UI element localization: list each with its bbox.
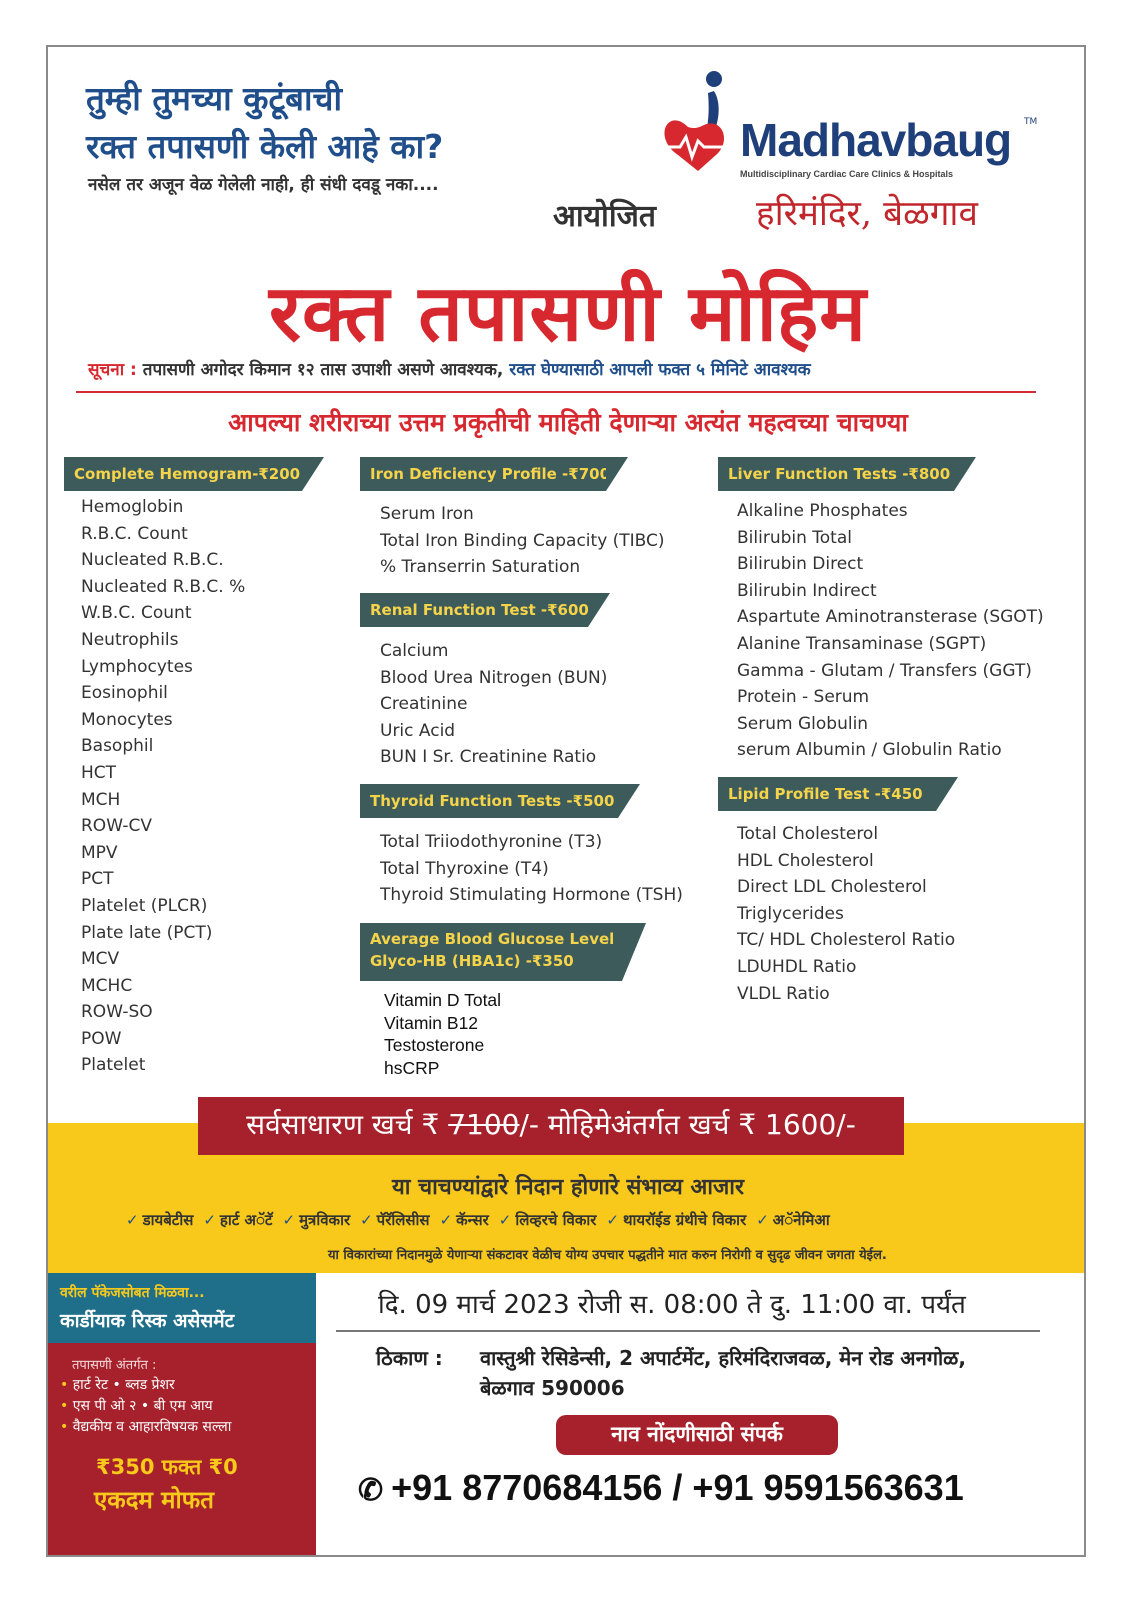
cost-banner	[198, 1097, 904, 1155]
disease-item	[499, 1211, 597, 1229]
disease-label: हार्ट अॅटॅ	[219, 1211, 273, 1229]
list-item: Platelet (PLCR)	[81, 895, 208, 916]
divider	[76, 391, 1036, 393]
list-item: Blood Urea Nitrogen (BUN)	[380, 667, 608, 688]
disease-label: कॅन्सर	[456, 1211, 489, 1229]
list-item: POW	[81, 1028, 122, 1049]
list-item: Aspartute Aminotransterase (SGOT)	[737, 607, 1044, 628]
registration-contact-label: नाव नोंदणीसाठी संपर्क	[556, 1415, 838, 1455]
package-glucose-title	[360, 923, 622, 981]
list-item: MCHC	[81, 975, 133, 996]
list-item: LDUHDL Ratio	[737, 956, 857, 977]
list-item: Serum Globulin	[737, 713, 869, 734]
disease-label: अॅनेमिआ	[772, 1211, 830, 1229]
list-item: Eosinophil	[81, 683, 168, 704]
check-icon: ✓	[126, 1211, 139, 1229]
brand-name: Madhavbaug	[740, 114, 1012, 166]
disease-item	[440, 1211, 489, 1229]
cost-prefix: सर्वसाधारण खर्च ₹	[246, 1108, 440, 1141]
package-thyroid-title: Thyroid Function Tests -₹500	[360, 784, 618, 818]
list-item: Triglycerides	[737, 903, 844, 924]
glucose-title-line-1: Average Blood Glucose Level	[370, 930, 615, 948]
package-liver-title: Liver Function Tests -₹800	[718, 457, 954, 491]
disease-item	[360, 1211, 429, 1229]
disease-heading: या चाचण्यांद्वारे निदान होणारे संभाव्य आजार	[392, 1175, 744, 1200]
check-icon: ✓	[439, 1211, 453, 1229]
disease-label: डायबेटीस	[142, 1211, 194, 1229]
disease-item	[606, 1211, 746, 1229]
package-iron-title: Iron Deficiency Profile -₹700	[360, 457, 606, 491]
list-item: Vitamin B12	[384, 1012, 479, 1033]
address-text: वास्तुश्री रेसिडेन्सी, 2 अपार्टमेंट, हरिमंदिराजवळ, मेन रोड अनगोळ, बेळगाव 590006	[480, 1346, 966, 1400]
phone-numbers: +91 8770684156 / +91 9591563631	[391, 1467, 964, 1508]
list-item: ROW-SO	[81, 1002, 153, 1023]
notice	[88, 357, 811, 380]
bonus-price: ₹350 फक्त ₹0	[96, 1455, 238, 1479]
list-item: Lymphocytes	[81, 656, 193, 677]
list-item: • एस पी ओ २ • बी एम आय	[60, 1396, 231, 1417]
iron-test-list	[380, 501, 665, 581]
thyroid-test-list	[380, 829, 683, 909]
list-item: • वैद्यकीय व आहारविषयक सल्ला	[60, 1417, 231, 1438]
heart-person-logo-icon	[658, 67, 748, 177]
disease-item	[203, 1211, 272, 1229]
hook-heading	[86, 75, 443, 171]
list-item: Calcium	[380, 641, 449, 661]
event-date: दि. 09 मार्च 2023 रोजी स. 08:00 ते दु. 11:00 वा. पर्यंत	[378, 1290, 966, 1320]
list-item: Total Triiodothyronine (T3)	[380, 832, 603, 852]
glucose-title-line-2: Glyco-HB (HBA1c) -₹350	[370, 952, 574, 970]
regular-cost: 7100	[448, 1108, 520, 1141]
list-item: hsCRP	[384, 1057, 440, 1078]
disease-label: थायरॉईड ग्रंथीचे विकार	[622, 1211, 747, 1229]
bonus-includes-label: तपासणी अंतर्गत :	[72, 1358, 157, 1373]
package-lipid-title: Lipid Profile Test -₹450	[718, 777, 936, 811]
brand-tagline: Multidisciplinary Cardiac Care Clinics & Hospitals	[740, 169, 954, 179]
location: हरिमंदिर, बेळगाव	[756, 194, 978, 234]
list-item: MPV	[81, 842, 118, 863]
disease-item	[283, 1211, 351, 1229]
disease-label: पॅरॅलिसीस	[376, 1211, 430, 1229]
list-item: Platelet	[81, 1055, 146, 1076]
list-item: ROW-CV	[81, 816, 152, 837]
brand-tm: TM	[1024, 117, 1038, 127]
disease-label: लिव्हरचे विकार	[515, 1211, 597, 1229]
disease-item	[126, 1211, 193, 1229]
madhavbaug-logo	[658, 67, 1058, 197]
list-item: MCH	[81, 789, 121, 810]
bonus-header	[48, 1273, 316, 1343]
package-renal-title: Renal Function Test -₹600	[360, 593, 588, 627]
tests-subheading: आपल्या शरीराच्या उत्तम प्रकृतीची माहिती देणाऱ्या अत्यंत महत्वच्या चाचण्या	[228, 408, 908, 437]
list-item: Direct LDL Cholesterol	[737, 877, 927, 898]
package-hemogram-title: Complete Hemogram-₹200	[64, 457, 302, 491]
organized-label: आयोजित	[553, 199, 656, 234]
check-icon: ✓	[756, 1211, 769, 1229]
poster	[46, 45, 1086, 1557]
list-item: PCT	[81, 869, 114, 890]
lipid-test-list	[737, 821, 955, 1007]
notice-label: सूचना :	[88, 360, 137, 380]
disease-note: या विकारांच्या निदानमुळे येणाऱ्या संकटावर वेळीच योग्य उपचार पद्धतीने मात करुन निरोगी व सुदृढ जीवन जगता येईल.	[328, 1248, 887, 1263]
bonus-line-1: वरील पॅकेजसोबत मिळवा...	[60, 1285, 205, 1301]
address-label: ठिकाण :	[376, 1346, 443, 1370]
hook-line-1: तुम्ही तुमच्या कुटूंबाची	[86, 79, 342, 118]
list-item: Plate late (PCT)	[81, 922, 213, 943]
list-item: Total Thyroxine (T4)	[380, 858, 549, 879]
campaign-cost: /- मोहिमेअंतर्गत खर्च ₹ 1600/-	[519, 1108, 856, 1141]
hook-subtext: नसेल तर अजून वेळ गेलेली नाही, ही संधी दवडू नका....	[88, 175, 439, 195]
list-item: Nucleated R.B.C. %	[81, 576, 246, 597]
disease-item	[756, 1211, 829, 1229]
list-item: serum Albumin / Globulin Ratio	[737, 740, 1002, 761]
list-item: Protein - Serum	[737, 687, 870, 708]
bonus-includes-list	[60, 1375, 231, 1438]
bonus-details	[48, 1343, 316, 1557]
hemogram-test-list	[81, 494, 245, 1079]
renal-test-list	[380, 638, 607, 771]
list-item: Gamma - Glutam / Transfers (GGT)	[737, 660, 1032, 681]
disease-label: मुत्रविकार	[299, 1211, 351, 1229]
list-item: Hemoglobin	[81, 497, 184, 517]
list-item: Serum Iron	[380, 504, 474, 524]
list-item: HCT	[81, 762, 117, 783]
list-item: Vitamin D Total	[384, 990, 502, 1010]
phone-icon: ✆	[358, 1474, 384, 1507]
event-address	[376, 1343, 1036, 1403]
list-item: Alanine Transaminase (SGPT)	[737, 633, 987, 654]
list-item: Alkaline Phosphates	[737, 501, 908, 521]
list-item: Bilirubin Indirect	[737, 580, 877, 601]
liver-test-list	[737, 498, 1044, 764]
disease-list	[126, 1210, 1066, 1230]
list-item: MCV	[81, 949, 120, 970]
bonus-free-label: एकदम मोफत	[94, 1486, 214, 1514]
list-item: VLDL Ratio	[737, 983, 830, 1004]
main-title: रक्त तपासणी मोहिम	[269, 269, 867, 359]
list-item: Total Cholesterol	[737, 824, 879, 844]
list-item: Uric Acid	[380, 720, 456, 741]
list-item: Basophil	[81, 736, 154, 757]
hook-line-2: रक्त तपासणी केली आहे का?	[86, 127, 444, 166]
bonus-line-2: कार्डीयाक रिस्क असेसमेंट	[60, 1310, 235, 1332]
check-icon: ✓	[360, 1211, 373, 1229]
check-icon: ✓	[606, 1211, 619, 1229]
list-item: Bilirubin Direct	[737, 554, 864, 575]
check-icon: ✓	[203, 1211, 216, 1229]
list-item: Bilirubin Total	[737, 527, 852, 548]
check-icon: ✓	[498, 1211, 512, 1229]
list-item: • हार्ट रेट • ब्लड प्रेशर	[60, 1375, 231, 1396]
list-item: TC/ HDL Cholesterol Ratio	[737, 930, 956, 951]
event-divider	[336, 1330, 1040, 1332]
notice-fasting: तपासणी अगोदर किमान १२ तास उपाशी असणे आवश्यक,	[142, 360, 504, 380]
list-item: % Transerrin Saturation	[380, 557, 581, 578]
list-item: W.B.C. Count	[81, 603, 192, 624]
contact-phones	[358, 1467, 964, 1509]
glucose-extra-test-list	[384, 989, 501, 1079]
list-item: BUN I Sr. Creatinine Ratio	[380, 747, 597, 768]
list-item: Creatinine	[380, 694, 468, 715]
list-item: Testosterone	[384, 1035, 485, 1055]
list-item: Nucleated R.B.C.	[81, 550, 224, 571]
list-item: Total Iron Binding Capacity (TIBC)	[380, 530, 665, 551]
notice-duration: रक्त घेण्यासाठी आपली फक्त ५ मिनिटे आवश्यक	[509, 360, 811, 380]
check-icon: ✓	[282, 1211, 296, 1229]
list-item: Monocytes	[81, 709, 173, 730]
list-item: HDL Cholesterol	[737, 850, 874, 871]
list-item: Thyroid Stimulating Hormone (TSH)	[380, 885, 683, 906]
list-item: R.B.C. Count	[81, 523, 188, 544]
list-item: Neutrophils	[81, 629, 179, 650]
